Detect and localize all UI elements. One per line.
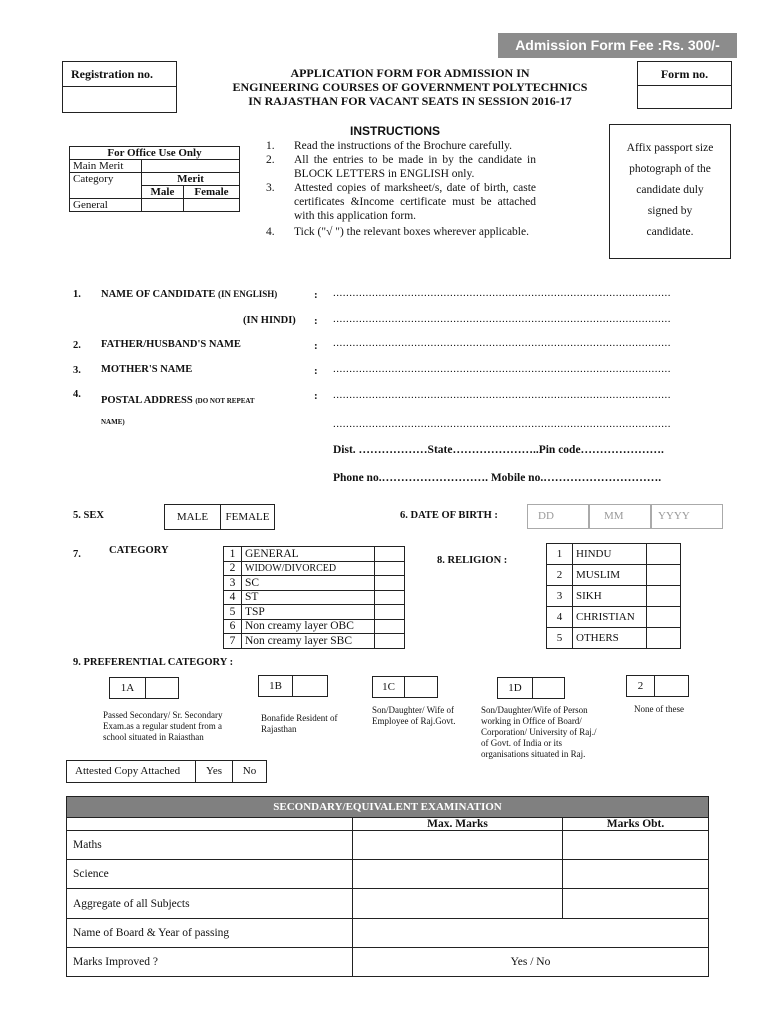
pref-2-description: None of these <box>634 704 684 714</box>
sex-female-option[interactable]: FEMALE <box>220 504 275 530</box>
category-number: 7. <box>73 549 81 560</box>
title-line-1: APPLICATION FORM FOR ADMISSION IN <box>290 66 530 80</box>
form-no-box[interactable] <box>637 61 732 109</box>
photo-line-3: candidate duly <box>636 184 704 196</box>
religion-row[interactable]: 4 CHRISTIAN <box>547 607 681 628</box>
q1-number: 1. <box>73 289 81 300</box>
office-main-merit: Main Merit <box>70 160 142 173</box>
office-use-title: For Office Use Only <box>70 147 240 160</box>
table-row: Name of Board & Year of passing <box>67 919 709 948</box>
category-row[interactable]: 2 WIDOW/DIVORCED <box>224 561 405 576</box>
pref-1a-label: 1A <box>109 677 146 699</box>
office-female: Female <box>183 186 239 199</box>
form-no-label: Form no. <box>638 62 731 86</box>
phone-mobile-line[interactable]: Phone no.………………………. Mobile no.…………………………. <box>333 472 662 484</box>
q4-colon: : <box>314 390 318 402</box>
office-category: Category <box>70 173 142 199</box>
photo-box[interactable] <box>609 124 731 259</box>
mother-name-field[interactable]: ........................................................................................................ <box>333 363 671 375</box>
exam-header-empty <box>67 818 353 831</box>
q1-hindi-label: (IN HINDI) <box>243 315 296 326</box>
attested-no[interactable]: No <box>232 760 267 783</box>
registration-label: Registration no. <box>63 62 176 87</box>
exam-col-max: Max. Marks <box>353 818 563 831</box>
q3-colon: : <box>314 365 318 377</box>
page-title <box>200 66 620 108</box>
exam-table <box>66 796 709 977</box>
category-table <box>223 546 405 649</box>
sex-label: 5. SEX <box>73 510 104 521</box>
religion-table <box>546 543 681 649</box>
q4-number: 4. <box>73 389 81 400</box>
sex-male-option[interactable]: MALE <box>164 504 221 530</box>
dist-state-pin-line[interactable]: Dist. ………………State…………………..Pin code…………………. <box>333 444 664 456</box>
address-line-1[interactable]: ........................................................................................................ <box>333 389 671 401</box>
office-main-merit-value[interactable] <box>142 160 240 173</box>
dob-yyyy-input[interactable]: YYYY <box>651 504 723 529</box>
office-merit: Merit <box>142 173 240 186</box>
exam-table-title: SECONDARY/EQUIVALENT EXAMINATION <box>67 797 709 818</box>
photo-line-2: photograph of the <box>629 163 711 175</box>
q3-number: 3. <box>73 365 81 376</box>
q2-number: 2. <box>73 340 81 351</box>
q2-label: FATHER/HUSBAND'S NAME <box>101 339 241 350</box>
fee-banner: Admission Form Fee :Rs. 300/- <box>498 33 737 58</box>
religion-label: 8. RELIGION : <box>437 555 508 566</box>
instruction-item: 3. Attested copies of marksheet/s, date of birth, caste certificates &Income certificate must be attached with this application form. <box>266 182 536 222</box>
religion-row[interactable]: 2 MUSLIM <box>547 565 681 586</box>
category-row[interactable]: 1 GENERAL <box>224 547 405 562</box>
dob-label: 6. DATE OF BIRTH : <box>400 510 498 521</box>
category-label: CATEGORY <box>109 545 169 556</box>
q1-label: NAME OF CANDIDATE (IN ENGLISH) <box>101 289 278 300</box>
pref-1b-label: 1B <box>258 675 293 697</box>
name-english-field[interactable]: ........................................................................................................ <box>333 287 671 299</box>
aggregate-max-input[interactable] <box>353 889 563 919</box>
q2-colon: : <box>314 340 318 352</box>
photo-line-1: Affix passport size <box>626 142 714 154</box>
exam-col-obt: Marks Obt. <box>563 818 709 831</box>
registration-box[interactable] <box>62 61 177 113</box>
dob-dd-input[interactable]: DD <box>527 504 589 529</box>
q3-label: MOTHER'S NAME <box>101 364 193 375</box>
attested-yes[interactable]: Yes <box>195 760 233 783</box>
science-max-input[interactable] <box>353 860 563 889</box>
category-row[interactable]: 4 ST <box>224 590 405 605</box>
name-hindi-field[interactable]: ........................................................................................................ <box>333 313 671 325</box>
aggregate-obt-input[interactable] <box>563 889 709 919</box>
pref-2-label: 2 <box>626 675 655 697</box>
office-general-female[interactable] <box>183 199 239 212</box>
instruction-item: 2. All the entries to be made in by the candidate in BLOCK LETTERS in ENGLISH only. <box>266 154 536 180</box>
q4-label: POSTAL ADDRESS (DO NOT REPEAT <box>101 395 255 406</box>
category-row[interactable]: 3 SC <box>224 576 405 591</box>
title-line-2: ENGINEERING COURSES OF GOVERNMENT POLYTECHNICS <box>232 80 588 94</box>
religion-row[interactable]: 5 OTHERS <box>547 628 681 649</box>
category-row[interactable]: 7 Non creamy layer SBC <box>224 634 405 649</box>
title-line-3: IN RAJASTHAN FOR VACANT SEATS IN SESSION 2016-17 <box>248 94 572 108</box>
pref-2-checkbox[interactable] <box>654 675 689 697</box>
pref-1c-description: Son/Daughter/ Wife of Employee of Raj.Govt. <box>372 705 456 726</box>
maths-obt-input[interactable] <box>563 831 709 860</box>
pref-1a-description: Passed Secondary/ Sr. Secondary Exam.as a regular student from a school situated in Raiasthan <box>103 710 223 742</box>
table-row: Science <box>67 860 709 889</box>
office-general: General <box>70 199 142 212</box>
pref-1b-checkbox[interactable] <box>292 675 328 697</box>
table-row: Maths <box>67 831 709 860</box>
office-general-male[interactable] <box>142 199 184 212</box>
pref-1d-description: Son/Daughter/Wife of Person working in Office of Board/ Corporation/ University of Raj./ of Govt. of India or its organisations situated in Raj. <box>481 705 597 759</box>
pref-1c-checkbox[interactable] <box>404 676 438 698</box>
category-row[interactable]: 5 TSP <box>224 605 405 620</box>
office-use-table <box>69 146 240 212</box>
q1-hindi-colon: : <box>314 315 318 327</box>
pref-1c-label: 1C <box>372 676 405 698</box>
attested-copy-label: Attested Copy Attached <box>66 760 196 783</box>
q4-note: NAME) <box>101 418 125 426</box>
pref-1a-checkbox[interactable] <box>145 677 179 699</box>
q1-colon: : <box>314 289 318 301</box>
religion-row[interactable]: 1 HINDU <box>547 544 681 565</box>
table-row: Marks Improved ? Yes / No <box>67 948 709 977</box>
dob-mm-input[interactable]: MM <box>589 504 651 529</box>
science-obt-input[interactable] <box>563 860 709 889</box>
religion-row[interactable]: 3 SIKH <box>547 586 681 607</box>
pref-1d-checkbox[interactable] <box>532 677 565 699</box>
instructions-title: INSTRUCTIONS <box>350 124 440 138</box>
category-row[interactable]: 6 Non creamy layer OBC <box>224 619 405 634</box>
photo-line-5: candidate. <box>646 226 694 238</box>
address-line-2[interactable]: ........................................................................................................ <box>333 418 671 430</box>
board-year-input[interactable] <box>353 919 709 948</box>
maths-max-input[interactable] <box>353 831 563 860</box>
photo-line-4: signed by <box>647 205 693 217</box>
instruction-item: 1. Read the instructions of the Brochure carefully. <box>266 140 513 152</box>
marks-improved-yes-no[interactable]: Yes / No <box>353 948 709 977</box>
pref-1b-description: Bonafide Resident of Rajasthan <box>261 713 338 734</box>
office-male: Male <box>142 186 184 199</box>
instructions-list <box>266 139 536 239</box>
preferential-label: 9. PREFERENTIAL CATEGORY : <box>73 657 234 668</box>
father-name-field[interactable]: ........................................................................................................ <box>333 337 671 349</box>
table-row: Aggregate of all Subjects <box>67 889 709 919</box>
instruction-item: 4. Tick ("√ ") the relevant boxes wherever applicable. <box>266 226 529 238</box>
pref-1d-label: 1D <box>497 677 533 699</box>
